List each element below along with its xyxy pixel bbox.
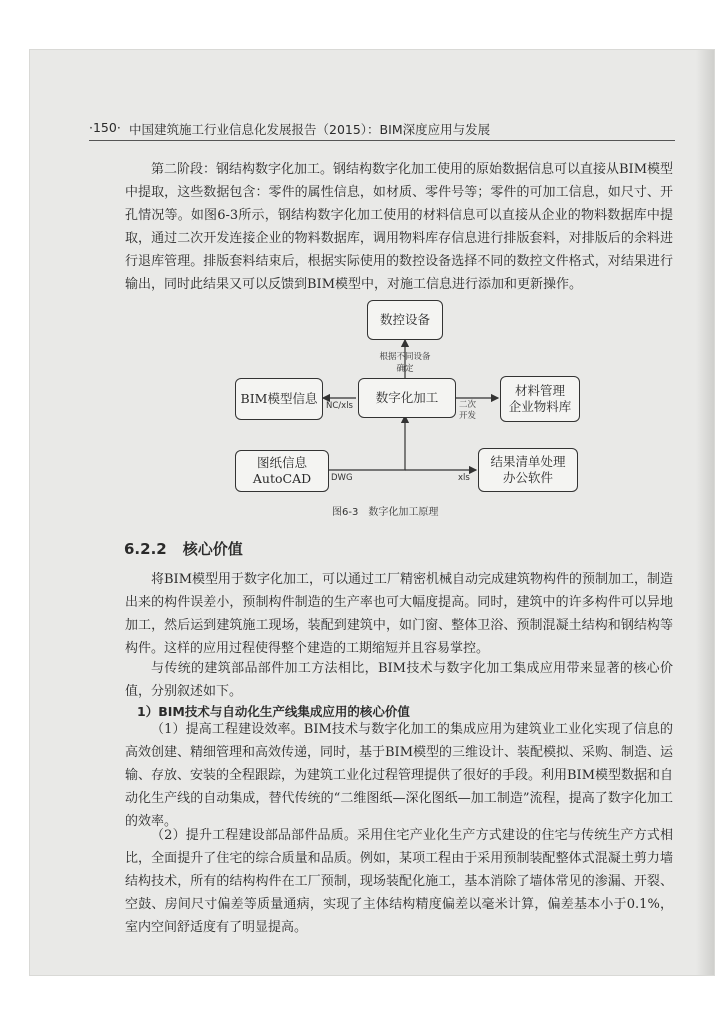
page-number: ·150· xyxy=(89,120,121,135)
label-select-by-device: 根据不同设备 确定 xyxy=(379,352,431,374)
header-rule xyxy=(89,140,675,141)
box-bim-model-info: BIM模型信息 xyxy=(235,378,323,420)
box-material-management: 材料管理 企业物料库 xyxy=(500,376,580,422)
label-xls: xls xyxy=(458,473,470,483)
running-title: 中国建筑施工行业信息化发展报告（2015）：BIM深度应用与发展 xyxy=(129,122,491,137)
box-drawing-info: 图纸信息 AutoCAD xyxy=(235,450,329,492)
scan-margin-top xyxy=(0,0,724,50)
paragraph-bim-digital-processing: 将BIM模型用于数字化加工，可以通过工厂精密机械自动完成建筑物构件的预制加工，制造出来的构件误差小，预制构件制造的生产率也可大幅度提高。同时，建筑中的许多构件可以异地加工，然后运到建筑施工现场，装配到建筑中，如门窗、整体卫浴、预制混凝土结构和钢结构等构件。这样的应用过程使得整个建造的工期缩短并且容易掌控。 xyxy=(125,572,674,656)
label-dwg: DWG xyxy=(331,473,353,483)
page-edge-shadow xyxy=(696,50,714,975)
paragraph-core-value-intro: 与传统的建筑部品部件加工方法相比，BIM技术与数字化加工集成应用带来显著的核心价值，分别叙述如下。 xyxy=(125,661,673,699)
box-digital-processing: 数字化加工 xyxy=(358,378,456,418)
label-secondary-dev: 二次 开发 xyxy=(459,400,477,421)
label-nc-xls: NC/xls xyxy=(326,401,353,411)
figure-6-3-diagram xyxy=(230,298,580,498)
paragraph-efficiency: （1）提高工程建设效率。BIM技术与数字化加工的集成应用为建筑业工业化实现了信息的高效创建、精细管理和高效传递，同时，基于BIM模型的三维设计、装配模拟、采购、制造、运输、存放、安装的全程跟踪，为建筑工业化过程管理提供了很好的手段。利用BIM模型数据和自动化生产线的自动集成，替代传统的“二维图纸—深化图纸—加工制造”流程，提高了数字化加工的效率。 xyxy=(125,722,674,829)
section-heading xyxy=(124,538,243,559)
paragraph-quality: （2）提升工程建设部品部件品质。采用住宅产业化生产方式建设的住宅与传统生产方式相比，全面提升了住宅的综合质量和品质。例如，某项工程由于采用预制装配整体式混凝土剪力墙结构技术，所有的结构构件在工厂预制，现场装配化施工，基本消除了墙体常见的渗漏、开裂、空鼓、房间尺寸偏差等质量通病，实现了主体结构精度偏差以毫米计算，偏差基本小于0.1%，室内空间舒适度有了明显提高。 xyxy=(125,828,673,935)
arrow-drawing-to-digital xyxy=(329,416,405,470)
figure-caption: 图6-3 数字化加工原理 xyxy=(332,507,439,518)
section-number: 6.2.2 xyxy=(124,540,167,558)
section-title: 核心价值 xyxy=(182,540,243,558)
box-result-processing: 结果清单处理 办公软件 xyxy=(478,448,578,492)
paragraph-stage-two: 第二阶段：钢结构数字化加工。钢结构数字化加工使用的原始数据信息可以直接从BIM模型中提取，这些数据包含：零件的属性信息，如材质、零件号等；零件的可加工信息，如尺寸、开孔情况等。如图6-3所示，钢结构数字化加工使用的材料信息可以直接从企业的物料数据库中提取，通过二次开发连接企业的物料数据库，调用物料库存信息进行排版套料，对排版后的余料进行退库管理。排版套料结束后，根据实际使用的数控设备选择不同的数控文件格式，对结果进行输出，同时此结果又可以反馈到BIM模型中，对施工信息进行添加和更新操作。 xyxy=(125,162,674,292)
subheading-core-value: 1）BIM技术与自动化生产线集成应用的核心价值 xyxy=(137,704,410,719)
running-header xyxy=(89,118,675,140)
box-cnc-equipment: 数控设备 xyxy=(367,300,443,340)
